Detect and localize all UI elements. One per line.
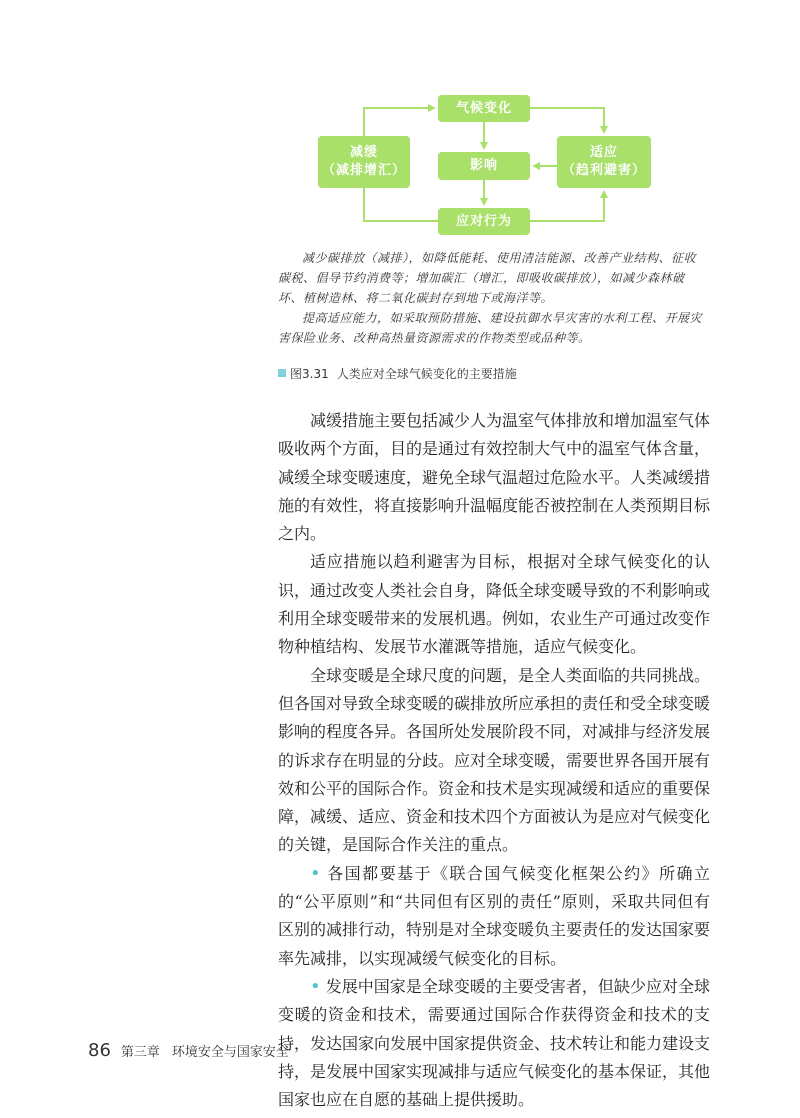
diagram-notes — [278, 248, 708, 348]
loop-climate-to-adaptation — [530, 108, 604, 132]
loop-response-to-adaptation — [530, 192, 604, 221]
body-text — [278, 407, 710, 1114]
paragraph: 全球变暖是全球尺度的问题，是全人类面临的共同挑战。但各国对导致全球变暖的碳排放所应承担的责任和受全球变暖影响的程度各异。各国所处发展阶段不同，对减排与经济发展的诉求存在明显的分歧。应对全球变暖，需要世界各国开展有效和公平的国际合作。资金和技术是实现减缓和适应的重要保障，减缓、适应、资金和技术四个方面被认为是应对气候变化的关键，是国际合作关注的重点。 — [278, 665, 711, 855]
chapter-label: 第三章 — [120, 1045, 160, 1060]
bullet-icon: • — [310, 975, 321, 997]
page-number: 86 — [88, 1040, 111, 1061]
adaptation-label: 适应 — [589, 145, 618, 160]
box-adaptation — [557, 136, 651, 188]
box-mitigation — [318, 136, 410, 188]
caption-marker — [278, 369, 286, 377]
bullet-icon: • — [310, 862, 321, 884]
adaptation-sublabel: （趋利避害） — [561, 163, 646, 178]
note-mitigation: 减少碳排放（减排），如降低能耗、使用清洁能源、改善产业结构、征收碳税、倡导节约消费等；增加碳汇（增汇，即吸收碳排放），如减少森林破坏、植树造林、将二氧化碳封存到地下或海洋等。 — [278, 251, 697, 305]
paragraph: 减缓措施主要包括减少人为温室气体排放和增加温室气体吸收两个方面，目的是通过有效控制大气中的温室气体含量，减缓全球变暖速度，避免全球气温超过危险水平。人类减缓措施的有效性，将直接影响升温幅度能否被控制在人类预期目标之内。 — [278, 411, 711, 544]
box-climate-change: 气候变化 — [438, 95, 530, 122]
bullet-item — [278, 860, 710, 973]
climate-response-diagram — [0, 0, 800, 240]
figure-title: 人类应对全球气候变化的主要措施 — [336, 366, 517, 381]
bullet-text: 发展中国家是全球变暖的主要受害者，但缺少应对全球变暖的资金和技术，需要通过国际合作获得资金和技术的支持，发达国家向发展中国家提供资金、技术转让和能力建设支持，是发展中国家实现减排与适应气候变化的基本保证，其他国家也应在自愿的基础上提供援助。 — [278, 976, 711, 1110]
figure-number: 图3.31 — [290, 366, 329, 381]
bullet-item — [278, 973, 710, 1114]
figure-caption — [278, 363, 517, 383]
mitigation-label: 减缓 — [349, 145, 378, 160]
note-adaptation: 提高适应能力，如采取预防措施、建设抗御水旱灾害的水利工程、开展灾害保险业务、改种高热量资源需求的作物类型或品种等。 — [278, 311, 703, 345]
bullet-text: 各国都要基于《联合国气候变化框架公约》所确立的“公平原则”和“共同但有区别的责任”原则，采取共同但有区别的减排行动，特别是对全球变暖负主要责任的发达国家要率先减排，以实现减缓气候变化的目标。 — [278, 863, 711, 968]
mitigation-sublabel: （减排增汇） — [321, 163, 406, 178]
paragraph: 适应措施以趋利避害为目标，根据对全球气候变化的认识，通过改变人类社会自身，降低全球变暖导致的不利影响或利用全球变暖带来的发展机遇。例如，农业生产可通过改变作物种植结构、发展节水灌溉等措施，适应气候变化。 — [278, 552, 711, 657]
box-response: 应对行为 — [438, 208, 530, 235]
box-impact: 影响 — [438, 152, 530, 180]
page-footer — [88, 1040, 289, 1064]
diagram-connectors — [0, 0, 800, 240]
chapter-title: 环境安全与国家安全 — [171, 1045, 289, 1060]
